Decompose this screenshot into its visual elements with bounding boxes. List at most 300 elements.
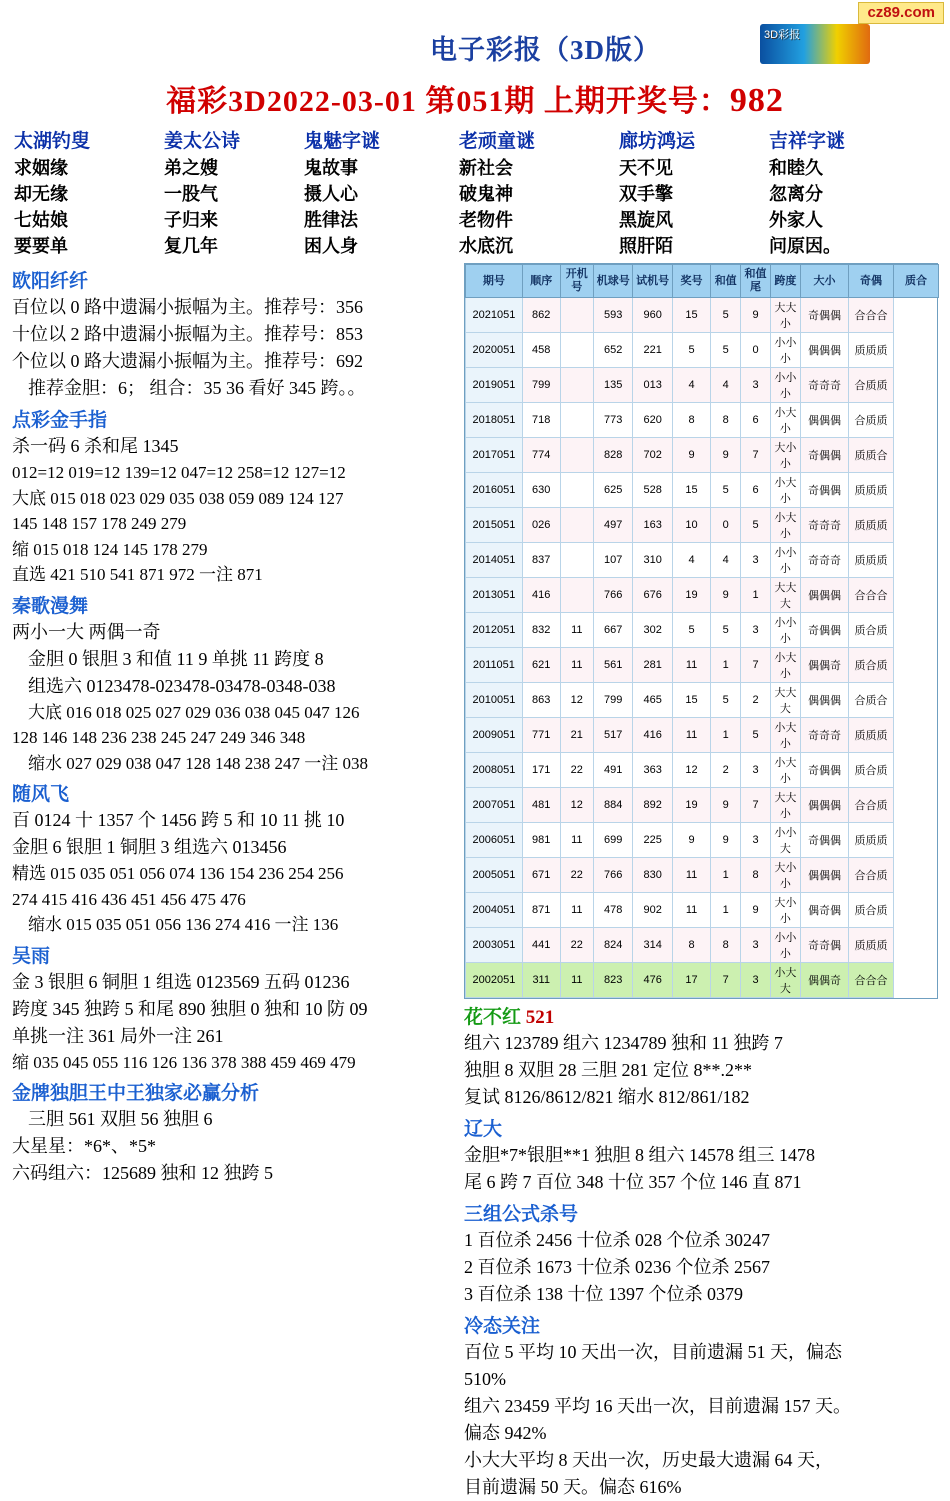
section-sanzugongshishahao [464, 1199, 938, 1308]
section-liaoda [464, 1114, 938, 1196]
cell-value: 9 [672, 437, 710, 472]
section-line: 缩水 027 029 038 047 128 148 238 247 一注 038 [28, 753, 368, 773]
cell-value: 质合质 [849, 612, 894, 647]
cell-value: 871 [522, 892, 560, 927]
cell-value: 大小小 [770, 892, 800, 927]
cell-value: 质合质 [849, 647, 894, 682]
cell-value: 15 [672, 297, 710, 332]
cell-value: 478 [594, 892, 633, 927]
table-row [466, 822, 939, 857]
riddle-line: 一股气 [164, 184, 218, 205]
cell-value: 3 [741, 612, 771, 647]
cell-value: 奇偶偶 [800, 822, 848, 857]
riddle-column-0 [14, 126, 164, 259]
cell-value: 偶偶偶 [800, 332, 848, 367]
riddle-title: 姜太公诗 [164, 131, 241, 152]
cell-value: 22 [560, 752, 593, 787]
section-line: 金胆 6 银胆 1 铜胆 3 组选六 013456 [12, 837, 287, 858]
cell-value: 偶偶奇 [800, 647, 848, 682]
cell-value: 小小小 [770, 332, 800, 367]
riddle-line: 新社会 [459, 158, 513, 178]
cell-value: 8 [672, 927, 710, 962]
cell-value: 小小小 [770, 612, 800, 647]
last-draw-number: 982 [729, 82, 784, 119]
table-row [466, 647, 939, 682]
cell-value: 10 [672, 507, 710, 542]
riddle-line: 黑旋风 [619, 210, 673, 231]
cell-value: 561 [594, 647, 633, 682]
cell-value: 702 [633, 437, 672, 472]
cell-value: 9 [741, 297, 771, 332]
cell-value: 6 [741, 472, 771, 507]
cell-value: 9 [711, 822, 741, 857]
cell-value: 偶偶偶 [800, 402, 848, 437]
riddle-line: 忽离分 [769, 184, 823, 205]
section-title: 点彩金手指 [12, 410, 108, 432]
riddle-line: 求姻缘 [14, 158, 68, 178]
cell-value: 小小小 [770, 542, 800, 577]
section-qingemanwu [12, 591, 460, 777]
cell-issue: 2021051 [466, 297, 523, 332]
cell-value: 799 [594, 682, 633, 717]
cell-value: 718 [522, 402, 560, 437]
cell-value: 7 [741, 437, 771, 472]
cell-value [560, 297, 593, 332]
cell-value [560, 542, 593, 577]
cell-value: 小大小 [770, 472, 800, 507]
cell-value: 11 [672, 857, 710, 892]
riddle-column-5 [769, 126, 909, 259]
th-issue: 期号 [466, 265, 523, 297]
site-brand-badge [858, 2, 944, 24]
cell-value: 8 [672, 402, 710, 437]
section-line: 2 百位杀 1673 十位杀 0236 个位杀 2567 [464, 1256, 770, 1277]
section-line: 组六 23459 平均 16 天出一次，目前遗漏 157 天。 [464, 1395, 851, 1416]
section-line: 精选 015 035 051 056 074 136 154 236 254 256 [12, 864, 344, 884]
cell-value [560, 577, 593, 612]
cell-value: 小大大 [770, 962, 800, 997]
th-sum: 和值 [711, 265, 741, 297]
cell-value: 026 [522, 507, 560, 542]
section-huabuhong [464, 1002, 938, 1111]
cell-value: 12 [560, 787, 593, 822]
section-title-number: 521 [525, 1006, 555, 1028]
section-title: 秦歌漫舞 [12, 595, 89, 617]
section-line: 三胆 561 双胆 56 独胆 6 [28, 1109, 213, 1130]
riddle-title: 老顽童谜 [459, 131, 536, 152]
cell-value: 奇奇奇 [800, 542, 848, 577]
th-ball: 机球号 [594, 265, 633, 297]
section-title: 随风飞 [12, 784, 70, 806]
right-column [464, 263, 938, 1500]
cell-value [560, 402, 593, 437]
cell-value: 107 [594, 542, 633, 577]
cell-value: 458 [522, 332, 560, 367]
cell-value: 225 [633, 822, 672, 857]
riddle-line: 和睦久 [769, 158, 823, 178]
cell-value: 奇偶偶 [800, 297, 848, 332]
section-line: 金胆*7*银胆**1 独胆 8 组六 14578 组三 1478 [464, 1144, 815, 1165]
riddle-line: 问原因。 [769, 236, 841, 257]
section-title: 三组公式杀号 [464, 1203, 579, 1225]
section-line: 直选 421 510 541 871 972 一注 871 [12, 565, 263, 585]
section-line: 单挑一注 361 局外一注 261 [12, 1025, 224, 1046]
th-prize: 奖号 [672, 265, 710, 297]
cell-value: 3 [741, 542, 771, 577]
cell-value [560, 507, 593, 542]
section-line: 推荐金胆：6； 组合：35 36 看好 345 跨。。 [28, 378, 366, 399]
cell-value: 416 [522, 577, 560, 612]
riddle-line: 老物件 [459, 210, 513, 231]
section-line: 金 3 银胆 6 铜胆 1 组选 0123569 五码 01236 [12, 971, 350, 992]
cell-value: 1 [711, 892, 741, 927]
cell-issue: 2005051 [466, 857, 523, 892]
cell-value [560, 437, 593, 472]
cell-value: 497 [594, 507, 633, 542]
table-row [466, 297, 939, 332]
cell-value: 5 [672, 332, 710, 367]
cell-value: 合质质 [849, 367, 894, 402]
cell-value: 小小大 [770, 822, 800, 857]
cell-issue: 2004051 [466, 892, 523, 927]
lottery-logo [760, 24, 870, 64]
cell-value: 774 [522, 437, 560, 472]
section-title: 吴雨 [12, 945, 51, 967]
cell-value: 质质质 [849, 507, 894, 542]
cell-value: 大小小 [770, 437, 800, 472]
table-row [466, 927, 939, 962]
section-line: 大底 015 018 023 029 035 038 059 089 124 127 [12, 488, 344, 508]
section-lengtaiguanzhu [464, 1311, 938, 1501]
cell-value: 偶偶偶 [800, 577, 848, 612]
cell-value: 0 [711, 507, 741, 542]
cell-value: 441 [522, 927, 560, 962]
cell-value: 质质质 [849, 472, 894, 507]
cell-value: 314 [633, 927, 672, 962]
riddle-line: 胜律法 [304, 210, 358, 231]
section-line: 目前遗漏 50 天。偏态 616% [464, 1476, 682, 1497]
cell-value: 大大小 [770, 297, 800, 332]
section-line: 个位以 0 路大遗漏小振幅为主。推荐号：692 [12, 351, 363, 372]
riddle-columns [0, 126, 950, 259]
th-order: 顺序 [522, 265, 560, 297]
section-line: 百位以 0 路中遗漏小振幅为主。推荐号：356 [12, 297, 363, 318]
section-title: 冷态关注 [464, 1315, 541, 1337]
cell-value: 9 [711, 787, 741, 822]
section-line: 128 146 148 236 238 245 247 249 346 348 [12, 728, 306, 748]
table-row [466, 682, 939, 717]
cell-value: 3 [741, 822, 771, 857]
cell-value: 1 [711, 647, 741, 682]
page-title: 电子彩报（3D版） [430, 35, 661, 65]
riddle-line: 破鬼神 [459, 184, 513, 205]
cell-value: 832 [522, 612, 560, 647]
riddle-line: 困人身 [304, 236, 358, 257]
cell-value: 2 [741, 682, 771, 717]
cell-issue: 2003051 [466, 927, 523, 962]
riddle-title: 吉祥字谜 [769, 131, 846, 152]
cell-value: 12 [672, 752, 710, 787]
cell-value: 363 [633, 752, 672, 787]
cell-value: 9 [711, 437, 741, 472]
cell-value: 7 [741, 647, 771, 682]
section-line: 两小一大 两偶一奇 [12, 621, 161, 642]
page-header [0, 22, 950, 74]
cell-value: 699 [594, 822, 633, 857]
cell-value: 824 [594, 927, 633, 962]
cell-value: 5 [711, 472, 741, 507]
cell-value: 合质质 [849, 402, 894, 437]
th-sumtail: 和值尾 [741, 265, 771, 297]
section-line: 六码组六：125689 独和 12 独跨 5 [12, 1163, 273, 1184]
cell-value: 630 [522, 472, 560, 507]
th-oddeven: 奇偶 [849, 265, 894, 297]
cell-issue: 2007051 [466, 787, 523, 822]
riddle-line: 天不见 [619, 158, 673, 178]
cell-value: 620 [633, 402, 672, 437]
cell-value: 4 [711, 542, 741, 577]
section-wuyu [12, 941, 460, 1076]
cell-value: 11 [560, 962, 593, 997]
issue-date: 福彩3D2022-03-01 [166, 85, 417, 118]
cell-value: 593 [594, 297, 633, 332]
cell-value: 奇奇奇 [800, 717, 848, 752]
section-line: 1 百位杀 2456 十位杀 028 个位杀 30247 [464, 1229, 770, 1250]
riddle-column-2 [304, 126, 459, 259]
lottery-logo-text: 3D彩报 [764, 29, 801, 41]
cell-value: 1 [711, 857, 741, 892]
cell-value: 621 [522, 647, 560, 682]
cell-value: 偶奇偶 [800, 892, 848, 927]
section-line: 缩 035 045 055 116 126 136 378 388 459 469 479 [12, 1052, 356, 1072]
table-row [466, 892, 939, 927]
section-title: 欧阳纤纤 [12, 271, 89, 293]
table-header-row [466, 265, 939, 297]
table-row [466, 577, 939, 612]
th-open: 开机号 [560, 265, 593, 297]
cell-value: 21 [560, 717, 593, 752]
cell-value: 质合质 [849, 892, 894, 927]
cell-value: 5 [711, 612, 741, 647]
table-row [466, 857, 939, 892]
cell-value: 221 [633, 332, 672, 367]
cell-value: 奇奇偶 [800, 927, 848, 962]
section-line: 510% [464, 1368, 506, 1389]
cell-value: 质质质 [849, 717, 894, 752]
riddle-column-1 [164, 126, 304, 259]
section-line: 尾 6 跨 7 百位 348 十位 357 个位 146 直 871 [464, 1171, 802, 1192]
cell-value: 311 [522, 962, 560, 997]
cell-value: 676 [633, 577, 672, 612]
left-column [12, 263, 460, 1500]
cell-value: 偶偶偶 [800, 857, 848, 892]
cell-value: 3 [741, 927, 771, 962]
cell-value: 奇偶偶 [800, 472, 848, 507]
riddle-line: 弟之嫂 [164, 158, 218, 178]
section-ouyangxianxian [12, 266, 460, 402]
riddle-line: 摄人心 [304, 184, 358, 205]
section-line: 百 0124 十 1357 个 1456 跨 5 和 10 11 挑 10 [12, 810, 345, 831]
cell-value: 12 [560, 682, 593, 717]
cell-value: 8 [741, 857, 771, 892]
brand-text: cz89.com [867, 4, 935, 21]
cell-value: 823 [594, 962, 633, 997]
cell-issue: 2012051 [466, 612, 523, 647]
riddle-line: 鬼故事 [304, 158, 358, 178]
cell-value: 671 [522, 857, 560, 892]
cell-value: 491 [594, 752, 633, 787]
cell-value: 5 [711, 297, 741, 332]
cell-value: 小小小 [770, 927, 800, 962]
cell-value: 11 [560, 822, 593, 857]
section-line: 小大大平均 8 天出一次，历史最大遗漏 64 天， [464, 1449, 833, 1470]
cell-value: 5 [741, 717, 771, 752]
section-line: 大底 016 018 025 027 029 036 038 045 047 126 [28, 702, 360, 722]
cell-value: 6 [741, 402, 771, 437]
cell-value: 奇偶偶 [800, 752, 848, 787]
cell-value: 4 [672, 542, 710, 577]
cell-value: 11 [672, 717, 710, 752]
section-title: 辽大 [464, 1118, 503, 1140]
cell-value: 8 [711, 927, 741, 962]
table-row [466, 332, 939, 367]
cell-value: 17 [672, 962, 710, 997]
cell-value: 013 [633, 367, 672, 402]
riddle-column-3 [459, 126, 619, 259]
cell-value: 小大小 [770, 752, 800, 787]
table-row [466, 962, 939, 997]
cell-value: 合合质 [849, 787, 894, 822]
cell-value: 667 [594, 612, 633, 647]
riddle-line: 双手擎 [619, 184, 673, 205]
cell-value: 3 [741, 752, 771, 787]
table-row [466, 717, 939, 752]
cell-value: 302 [633, 612, 672, 647]
cell-value: 22 [560, 857, 593, 892]
section-line: 十位以 2 路中遗漏小振幅为主。推荐号：853 [12, 324, 363, 345]
cell-value: 偶偶偶 [800, 682, 848, 717]
cell-value: 7 [711, 962, 741, 997]
riddle-title: 太湖钓叟 [14, 131, 91, 152]
cell-issue: 2008051 [466, 752, 523, 787]
table-row [466, 787, 939, 822]
section-line: 复试 8126/8612/821 缩水 812/861/182 [464, 1086, 750, 1107]
section-line: 跨度 345 独跨 5 和尾 890 独胆 0 独和 10 防 09 [12, 998, 368, 1019]
cell-value: 9 [711, 577, 741, 612]
section-title-text: 花不红 [464, 1006, 522, 1028]
cell-value: 773 [594, 402, 633, 437]
section-line: 缩水 015 035 051 056 136 274 416 一注 136 [28, 915, 339, 935]
cell-issue: 2014051 [466, 542, 523, 577]
section-line: 组选六 0123478-023478-03478-0348-038 [28, 675, 336, 696]
cell-issue: 2002051 [466, 962, 523, 997]
cell-value: 5 [711, 682, 741, 717]
cell-value: 517 [594, 717, 633, 752]
cell-value: 771 [522, 717, 560, 752]
cell-value: 合合合 [849, 297, 894, 332]
section-diancaijinshouzhi [12, 405, 460, 588]
cell-value: 9 [741, 892, 771, 927]
cell-value: 862 [522, 297, 560, 332]
th-primecomp: 质合 [893, 265, 938, 297]
section-line: 大星星：*6*、*5* [12, 1136, 156, 1157]
table-row [466, 472, 939, 507]
riddle-column-4 [619, 126, 769, 259]
last-draw-label: 上期开奖号： [543, 85, 730, 118]
cell-value: 质质质 [849, 822, 894, 857]
cell-value: 大大大 [770, 682, 800, 717]
cell-issue: 2009051 [466, 717, 523, 752]
riddle-line: 照肝陌 [619, 236, 673, 257]
cell-value: 5 [672, 612, 710, 647]
cell-value: 大大大 [770, 577, 800, 612]
cell-value: 281 [633, 647, 672, 682]
cell-value: 11 [672, 892, 710, 927]
cell-value: 0 [741, 332, 771, 367]
cell-value: 1 [741, 577, 771, 612]
cell-value: 22 [560, 927, 593, 962]
cell-value: 19 [672, 577, 710, 612]
cell-value: 830 [633, 857, 672, 892]
cell-issue: 2010051 [466, 682, 523, 717]
cell-issue: 2020051 [466, 332, 523, 367]
cell-value: 8 [711, 402, 741, 437]
section-line: 百位 5 平均 10 天出一次，目前遗漏 51 天，偏态 [464, 1341, 842, 1362]
riddle-line: 外家人 [769, 210, 823, 231]
section-title [464, 1002, 938, 1029]
cell-value: 质质合 [849, 437, 894, 472]
table-body [466, 297, 939, 997]
cell-value: 11 [560, 647, 593, 682]
cell-value: 766 [594, 577, 633, 612]
cell-value: 884 [594, 787, 633, 822]
section-line: 缩 015 018 124 145 178 279 [12, 539, 208, 559]
cell-value: 小大小 [770, 507, 800, 542]
cell-value: 863 [522, 682, 560, 717]
section-title: 金牌独胆王中王独家必赢分析 [12, 1083, 260, 1105]
cell-value: 15 [672, 682, 710, 717]
cell-value: 481 [522, 787, 560, 822]
cell-value: 837 [522, 542, 560, 577]
cell-value: 4 [711, 367, 741, 402]
section-line: 274 415 416 436 451 456 475 476 [12, 889, 246, 909]
section-line: 3 百位杀 138 十位 1397 个位杀 0379 [464, 1283, 743, 1304]
cell-value: 9 [672, 822, 710, 857]
cell-value: 799 [522, 367, 560, 402]
cell-issue: 2017051 [466, 437, 523, 472]
cell-value: 981 [522, 822, 560, 857]
cell-value: 5 [711, 332, 741, 367]
cell-value: 合合合 [849, 577, 894, 612]
cell-issue: 2011051 [466, 647, 523, 682]
cell-value: 171 [522, 752, 560, 787]
cell-issue: 2006051 [466, 822, 523, 857]
section-line: 金胆 0 银胆 3 和值 11 9 单挑 11 跨度 8 [28, 648, 324, 669]
cell-value: 465 [633, 682, 672, 717]
cell-value: 小大小 [770, 402, 800, 437]
table-row [466, 542, 939, 577]
history-table [465, 264, 939, 997]
cell-issue: 2016051 [466, 472, 523, 507]
table-row [466, 437, 939, 472]
issue-headline [0, 76, 950, 120]
cell-value: 766 [594, 857, 633, 892]
table-row [466, 612, 939, 647]
cell-value: 7 [741, 787, 771, 822]
cell-value: 质质质 [849, 542, 894, 577]
cell-value: 902 [633, 892, 672, 927]
cell-value: 3 [741, 367, 771, 402]
